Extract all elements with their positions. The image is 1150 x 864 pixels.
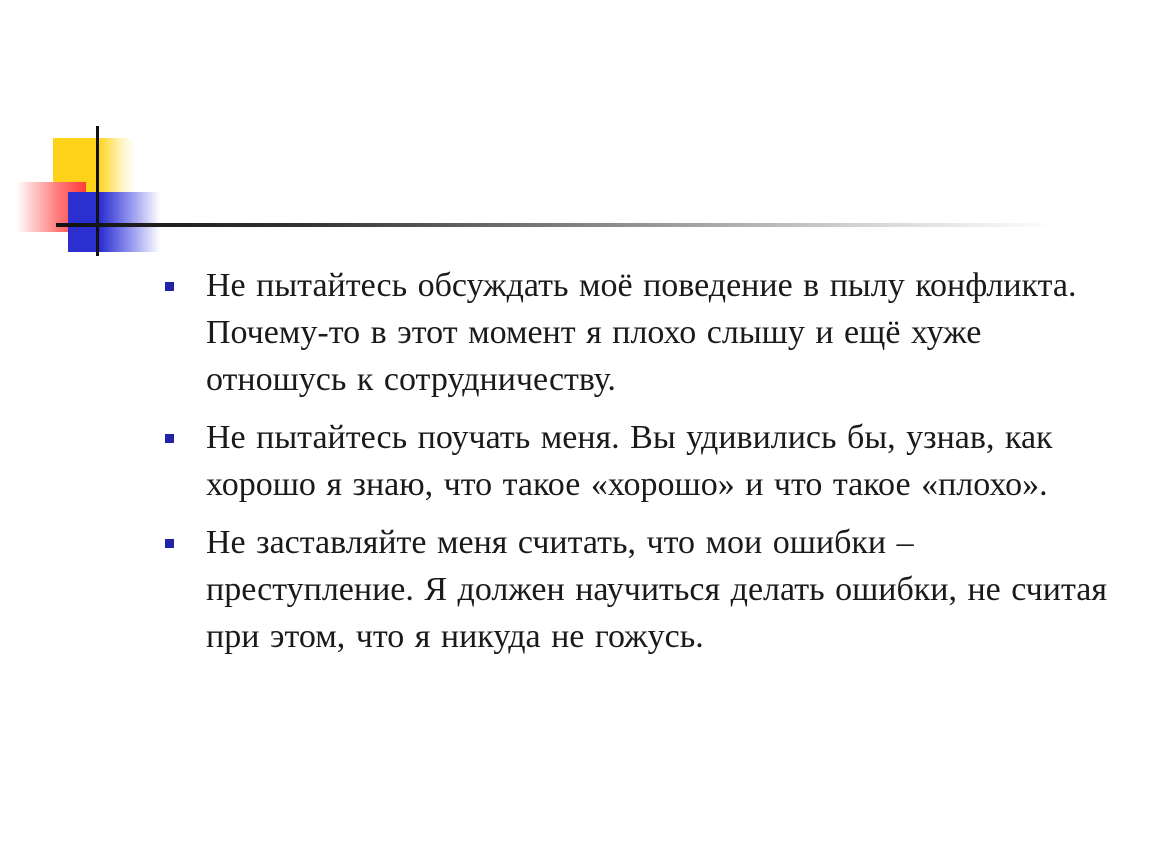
bullet-text: Не пытайтесь поучать меня. Вы удивились бы, узнав, как хорошо я знаю, что такое «хорошо» и что такое «плохо». bbox=[206, 419, 1053, 503]
bullet-text: Не пытайтесь обсуждать моё поведение в пылу конфликта. Почему-то в этот момент я плохо слышу и ещё хуже отношусь к сотрудничеству. bbox=[206, 267, 1077, 398]
decor-horizontal-rule bbox=[56, 223, 1056, 227]
bullet-item bbox=[160, 414, 1120, 508]
square-bullet-icon bbox=[165, 282, 174, 291]
bullet-list bbox=[160, 262, 1120, 671]
bullet-text: Не заставляйте меня считать, что мои ошибки – преступление. Я должен научиться делать ошибки, не считая при этом, что я никуда не гожусь. bbox=[206, 524, 1107, 655]
bullet-item bbox=[160, 519, 1120, 660]
decor-blue-square bbox=[68, 192, 160, 252]
square-bullet-icon bbox=[165, 434, 174, 443]
bullet-item bbox=[160, 262, 1120, 403]
decor-vertical-line bbox=[96, 126, 99, 256]
square-bullet-icon bbox=[165, 539, 174, 548]
